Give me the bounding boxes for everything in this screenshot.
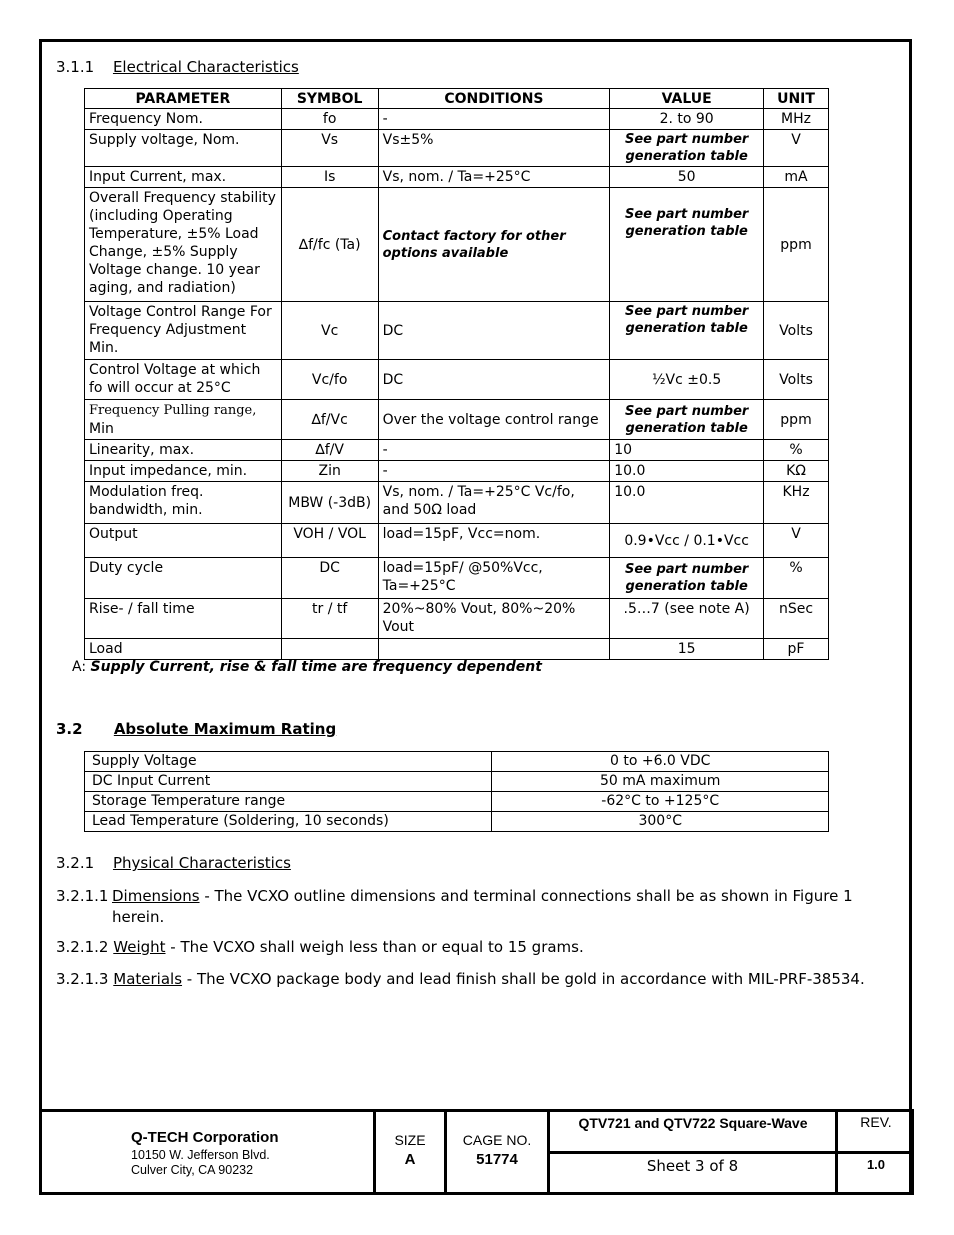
paragraph-dimensions <box>56 886 886 928</box>
company-block <box>131 1129 279 1177</box>
note-text: Supply Current, rise & fall time are frequency dependent <box>90 659 542 675</box>
table-row <box>85 440 829 461</box>
rev-label: REV. <box>860 1114 892 1130</box>
table-note <box>72 659 542 675</box>
size-label: SIZE <box>394 1132 426 1148</box>
symbol-cell: DC <box>281 558 378 599</box>
cage-block <box>447 1132 547 1168</box>
rating-value: 300°C <box>492 812 829 832</box>
rev-value: 1.0 <box>866 1157 886 1172</box>
unit-cell: MHz <box>764 109 829 130</box>
table-row <box>85 812 829 832</box>
conditions-cell: Vs, nom. / Ta=+25°C <box>378 167 610 188</box>
conditions-cell: Vs, nom. / Ta=+25°C Vc/fo, and 50Ω load <box>378 482 610 524</box>
param-cell: Input impedance, min. <box>85 461 282 482</box>
param-cell: Load <box>85 639 282 660</box>
table-row <box>85 482 829 524</box>
unit-cell: ppm <box>764 400 829 440</box>
conditions-cell: DC <box>378 360 610 400</box>
unit-cell: V <box>764 524 829 558</box>
note-prefix: A: <box>72 659 87 675</box>
document-title: QTV721 and QTV722 Square-Wave <box>578 1115 808 1131</box>
table-row <box>85 558 829 599</box>
symbol-cell: Is <box>281 167 378 188</box>
paragraph-term: Weight <box>113 938 166 956</box>
cage-label: CAGE NO. <box>462 1132 532 1148</box>
conditions-cell: DC <box>378 302 610 360</box>
table-header-row <box>85 89 829 109</box>
rating-value: -62°C to +125°C <box>492 792 829 812</box>
symbol-cell: ∆f/fc (Ta) <box>281 188 378 302</box>
param-cell: Modulation freq. bandwidth, min. <box>85 482 282 524</box>
size-block <box>376 1132 444 1168</box>
param-cell: Frequency Nom. <box>85 109 282 130</box>
section-number: 3.2 <box>56 720 83 738</box>
section-title: Physical Characteristics <box>112 854 291 872</box>
paragraph-materials <box>56 970 865 988</box>
paragraph-number: 3.2.1.3 <box>56 970 109 988</box>
paragraph-number: 3.2.1.2 <box>56 938 109 956</box>
symbol-cell: Zin <box>281 461 378 482</box>
absolute-max-rating-table <box>84 751 829 832</box>
value-cell: 10 <box>610 440 764 461</box>
value-cell: 50 <box>610 167 764 188</box>
table-row <box>85 109 829 130</box>
param-text: Frequency Pulling range, <box>89 403 257 418</box>
company-address-line: Culver City, CA 90232 <box>131 1163 254 1177</box>
conditions-cell <box>378 639 610 660</box>
table-row <box>85 360 829 400</box>
value-cell: .5…7 (see note A) <box>610 599 764 639</box>
footer-title-block <box>39 1109 914 1195</box>
table-row <box>85 461 829 482</box>
rating-value: 0 to +6.0 VDC <box>492 752 829 772</box>
value-cell: See part number generation table <box>610 130 764 167</box>
column-header: SYMBOL <box>281 89 378 109</box>
electrical-characteristics-table <box>84 88 829 660</box>
unit-cell: KHz <box>764 482 829 524</box>
value-cell: 10.0 <box>610 482 764 524</box>
unit-cell: Volts <box>764 360 829 400</box>
param-cell: Linearity, max. <box>85 440 282 461</box>
unit-cell: pF <box>764 639 829 660</box>
value-cell: 0.9•Vcc / 0.1•Vcc <box>610 524 764 558</box>
section-number: 3.1.1 <box>56 58 95 76</box>
table-row <box>85 524 829 558</box>
value-cell: 10.0 <box>610 461 764 482</box>
rating-label: Supply Voltage <box>85 752 492 772</box>
symbol-cell: ∆f/V <box>281 440 378 461</box>
unit-cell: mA <box>764 167 829 188</box>
rating-value: 50 mA maximum <box>492 772 829 792</box>
param-cell: Rise- / fall time <box>85 599 282 639</box>
paragraph-number: 3.2.1.1 <box>56 887 109 905</box>
section-3-1-1-heading <box>56 58 299 76</box>
value-cell: ½Vc ±0.5 <box>610 360 764 400</box>
unit-cell: nSec <box>764 599 829 639</box>
conditions-cell: Vs±5% <box>378 130 610 167</box>
company-name: Q-TECH Corporation <box>131 1129 279 1146</box>
param-text: Min <box>89 421 114 437</box>
conditions-cell: Over the voltage control range <box>378 400 610 440</box>
symbol-cell: Vs <box>281 130 378 167</box>
divider <box>547 1151 911 1154</box>
symbol-cell: Vc/fo <box>281 360 378 400</box>
value-cell: See part number generation table <box>610 558 764 599</box>
cage-value: 51774 <box>476 1151 518 1168</box>
sheet-number: Sheet 3 of 8 <box>646 1157 739 1175</box>
conditions-cell: load=15pF, Vcc=nom. <box>378 524 610 558</box>
conditions-cell: - <box>378 461 610 482</box>
unit-cell: % <box>764 440 829 461</box>
table-row <box>85 130 829 167</box>
param-cell: Duty cycle <box>85 558 282 599</box>
param-cell: Input Current, max. <box>85 167 282 188</box>
symbol-cell: VOH / VOL <box>281 524 378 558</box>
table-row <box>85 188 829 302</box>
conditions-cell: - <box>378 109 610 130</box>
symbol-cell: MBW (-3dB) <box>281 482 378 524</box>
paragraph-text: - The VCXO package body and lead finish shall be gold in accordance with MIL-PRF-38534. <box>182 970 865 988</box>
conditions-cell: load=15pF/ @50%Vcc, Ta=+25°C <box>378 558 610 599</box>
unit-cell: V <box>764 130 829 167</box>
param-cell <box>85 400 282 440</box>
symbol-cell: ∆f/Vc <box>281 400 378 440</box>
section-number: 3.2.1 <box>56 854 95 872</box>
table-row <box>85 167 829 188</box>
param-cell: Output <box>85 524 282 558</box>
table-row <box>85 792 829 812</box>
param-cell: Supply voltage, Nom. <box>85 130 282 167</box>
table-row <box>85 639 829 660</box>
value-cell: See part number generation table <box>610 302 764 360</box>
paragraph-weight <box>56 938 584 956</box>
value-cell: See part number generation table <box>610 188 764 302</box>
column-header: UNIT <box>764 89 829 109</box>
paragraph-text: herein. <box>112 908 165 926</box>
column-header: PARAMETER <box>85 89 282 109</box>
conditions-cell: Contact factory for other options available <box>378 188 610 302</box>
symbol-cell <box>281 639 378 660</box>
paragraph-term: Dimensions <box>112 887 200 905</box>
table-row <box>85 772 829 792</box>
param-cell: Overall Frequency stability (including Operating Temperature, ±5% Load Change, ±5% Supply Voltage change. 10 year aging, and radiation) <box>85 188 282 302</box>
value-cell: See part number generation table <box>610 400 764 440</box>
table-row <box>85 400 829 440</box>
company-address-line: 10150 W. Jefferson Blvd. <box>131 1148 270 1162</box>
column-header: VALUE <box>610 89 764 109</box>
table-row <box>85 302 829 360</box>
section-3-2-1-heading <box>56 854 291 872</box>
symbol-cell: tr / tf <box>281 599 378 639</box>
param-cell: Control Voltage at which fo will occur at 25°C <box>85 360 282 400</box>
table-row <box>85 752 829 772</box>
column-header: CONDITIONS <box>378 89 610 109</box>
unit-cell: ppm <box>764 188 829 302</box>
value-cell: 2. to 90 <box>610 109 764 130</box>
symbol-cell: fo <box>281 109 378 130</box>
rating-label: Lead Temperature (Soldering, 10 seconds) <box>85 812 492 832</box>
symbol-cell: Vc <box>281 302 378 360</box>
paragraph-term: Materials <box>113 970 183 988</box>
unit-cell: KΩ <box>764 461 829 482</box>
size-value: A <box>404 1151 416 1168</box>
section-3-2-heading <box>56 720 336 738</box>
section-title: Absolute Maximum Rating <box>113 720 337 738</box>
paragraph-text: - The VCXO outline dimensions and terminal connections shall be as shown in Figure 1 <box>199 887 853 905</box>
unit-cell: % <box>764 558 829 599</box>
conditions-cell: - <box>378 440 610 461</box>
paragraph-text: - The VCXO shall weigh less than or equal to 15 grams. <box>165 938 584 956</box>
table-row <box>85 599 829 639</box>
section-title: Electrical Characteristics <box>112 58 299 76</box>
param-cell: Voltage Control Range For Frequency Adjustment Min. <box>85 302 282 360</box>
value-cell: 15 <box>610 639 764 660</box>
conditions-cell: 20%~80% Vout, 80%~20% Vout <box>378 599 610 639</box>
rating-label: Storage Temperature range <box>85 792 492 812</box>
unit-cell: Volts <box>764 302 829 360</box>
rating-label: DC Input Current <box>85 772 492 792</box>
